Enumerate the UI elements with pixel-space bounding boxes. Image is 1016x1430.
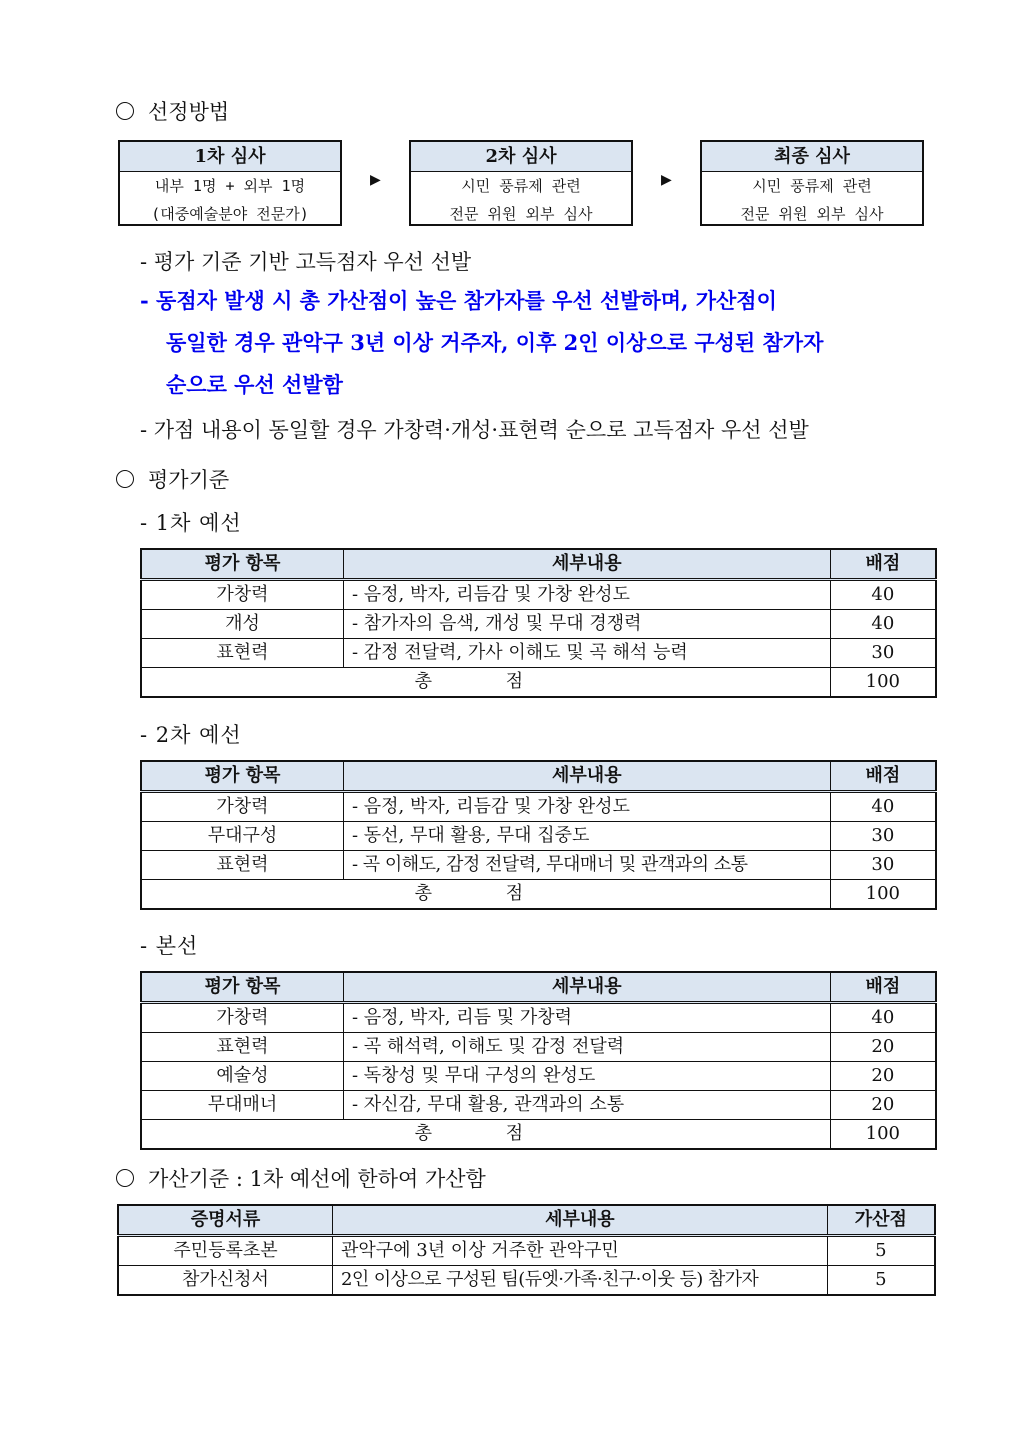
document-cell: 주민등록초본	[118, 1236, 332, 1266]
table-header: 증명서류	[118, 1205, 332, 1236]
detail-cell: - 음정, 박자, 리듬감 및 가창 완성도	[343, 580, 830, 610]
detail-cell: 관악구에 3년 이상 거주한 관악구민	[332, 1236, 827, 1266]
score-cell: 40	[830, 1003, 936, 1033]
table-row	[141, 610, 936, 639]
detail-cell: - 곡 해석력, 이해도 및 감정 전달력	[343, 1033, 830, 1062]
section-title: 평가기준	[148, 468, 230, 492]
stage-line: 전문 위원 외부 심사	[449, 205, 593, 223]
table-row	[141, 1033, 936, 1062]
total-row	[141, 1120, 936, 1150]
section-heading-criteria	[116, 464, 229, 494]
item-cell: 표현력	[141, 639, 343, 668]
stage-line: 시민 풍류제 관련	[752, 177, 872, 195]
table-header: 세부내용	[343, 549, 830, 580]
table-row	[141, 1003, 936, 1033]
document-cell: 참가신청서	[118, 1266, 332, 1296]
table-header: 평가 항목	[141, 549, 343, 580]
table-header: 배점	[830, 972, 936, 1003]
table-header: 세부내용	[332, 1205, 827, 1236]
total-value: 100	[830, 880, 936, 910]
note-line: - 동점자 발생 시 총 가산점이 높은 참가자를 우선 선발하며, 가산점이	[140, 288, 777, 313]
score-cell: 30	[830, 639, 936, 668]
stage-line: 시민 풍류제 관련	[461, 177, 581, 195]
detail-cell: - 독창성 및 무대 구성의 완성도	[343, 1062, 830, 1091]
detail-cell: - 참가자의 음색, 개성 및 무대 경쟁력	[343, 610, 830, 639]
stage-box-1	[118, 140, 342, 226]
item-cell: 가창력	[141, 580, 343, 610]
section-title: 가산기준 : 1차 예선에 한하여 가산함	[148, 1167, 486, 1191]
circle-bullet-icon	[116, 102, 134, 120]
section-heading-selection	[116, 96, 229, 126]
table-row	[141, 792, 936, 822]
table-header: 세부내용	[343, 761, 830, 792]
bonus-cell: 5	[827, 1266, 935, 1296]
table-header: 배점	[830, 549, 936, 580]
stage-box-2	[409, 140, 633, 226]
detail-cell: - 곡 이해도, 감정 전달력, 무대매너 및 관객과의 소통	[343, 851, 830, 880]
total-label: 총 점	[141, 880, 830, 910]
note-line: 순으로 우선 선발함	[166, 372, 343, 397]
score-cell: 30	[830, 851, 936, 880]
detail-cell: 2인 이상으로 구성된 팀(듀엣·가족·친구·이웃 등) 참가자	[332, 1266, 827, 1296]
detail-cell: - 자신감, 무대 활용, 관객과의 소통	[343, 1091, 830, 1120]
section-title: 선정방법	[148, 100, 230, 124]
item-cell: 표현력	[141, 1033, 343, 1062]
table-header: 평가 항목	[141, 972, 343, 1003]
stage-line: 내부 1명 + 외부 1명	[154, 177, 306, 195]
item-cell: 개성	[141, 610, 343, 639]
item-cell: 무대매너	[141, 1091, 343, 1120]
note-line: 동일한 경우 관악구 3년 이상 거주자, 이후 2인 이상으로 구성된 참가자	[166, 330, 824, 355]
table-row	[141, 639, 936, 668]
score-cell: 20	[830, 1033, 936, 1062]
round2-table	[140, 760, 937, 910]
round1-table	[140, 548, 937, 698]
bonus-table	[117, 1204, 936, 1296]
total-row	[141, 880, 936, 910]
stage-line: (대중예술분야 전문가)	[151, 205, 309, 223]
item-cell: 가창력	[141, 792, 343, 822]
stage-title: 최종 심사	[702, 142, 922, 172]
bonus-cell: 5	[827, 1236, 935, 1266]
circle-bullet-icon	[116, 1169, 134, 1187]
round-label: - 본선	[140, 934, 199, 958]
total-label: 총 점	[141, 1120, 830, 1150]
detail-cell: - 음정, 박자, 리듬 및 가창력	[343, 1003, 830, 1033]
table-row	[141, 580, 936, 610]
item-cell: 표현력	[141, 851, 343, 880]
note-line: - 가점 내용이 동일할 경우 가창력·개성·표현력 순으로 고득점자 우선 선발	[140, 418, 809, 442]
detail-cell: - 음정, 박자, 리듬감 및 가창 완성도	[343, 792, 830, 822]
table-header: 가산점	[827, 1205, 935, 1236]
table-header: 세부내용	[343, 972, 830, 1003]
stage-title: 2차 심사	[411, 142, 631, 172]
score-cell: 40	[830, 580, 936, 610]
stage-box-3	[700, 140, 924, 226]
item-cell: 예술성	[141, 1062, 343, 1091]
table-header: 평가 항목	[141, 761, 343, 792]
score-cell: 20	[830, 1091, 936, 1120]
detail-cell: - 동선, 무대 활용, 무대 집중도	[343, 822, 830, 851]
arrow-right-icon: ▶	[370, 172, 381, 188]
total-value: 100	[830, 668, 936, 698]
score-cell: 30	[830, 822, 936, 851]
total-row	[141, 668, 936, 698]
note-line: - 평가 기준 기반 고득점자 우선 선발	[140, 250, 472, 274]
item-cell: 무대구성	[141, 822, 343, 851]
table-row	[141, 822, 936, 851]
total-label: 총 점	[141, 668, 830, 698]
tiebreak-note	[140, 280, 940, 406]
final-table	[140, 971, 937, 1150]
round-label: - 2차 예선	[140, 723, 242, 747]
section-heading-bonus	[116, 1163, 486, 1193]
score-cell: 40	[830, 610, 936, 639]
table-header: 배점	[830, 761, 936, 792]
score-cell: 40	[830, 792, 936, 822]
item-cell: 가창력	[141, 1003, 343, 1033]
table-row	[118, 1266, 935, 1296]
detail-cell: - 감정 전달력, 가사 이해도 및 곡 해석 능력	[343, 639, 830, 668]
table-row	[141, 1062, 936, 1091]
circle-bullet-icon	[116, 470, 134, 488]
total-value: 100	[830, 1120, 936, 1150]
stage-title: 1차 심사	[120, 142, 340, 172]
table-row	[118, 1236, 935, 1266]
score-cell: 20	[830, 1062, 936, 1091]
table-row	[141, 1091, 936, 1120]
arrow-right-icon: ▶	[661, 172, 672, 188]
round-label: - 1차 예선	[140, 511, 242, 535]
table-row	[141, 851, 936, 880]
stage-line: 전문 위원 외부 심사	[740, 205, 884, 223]
